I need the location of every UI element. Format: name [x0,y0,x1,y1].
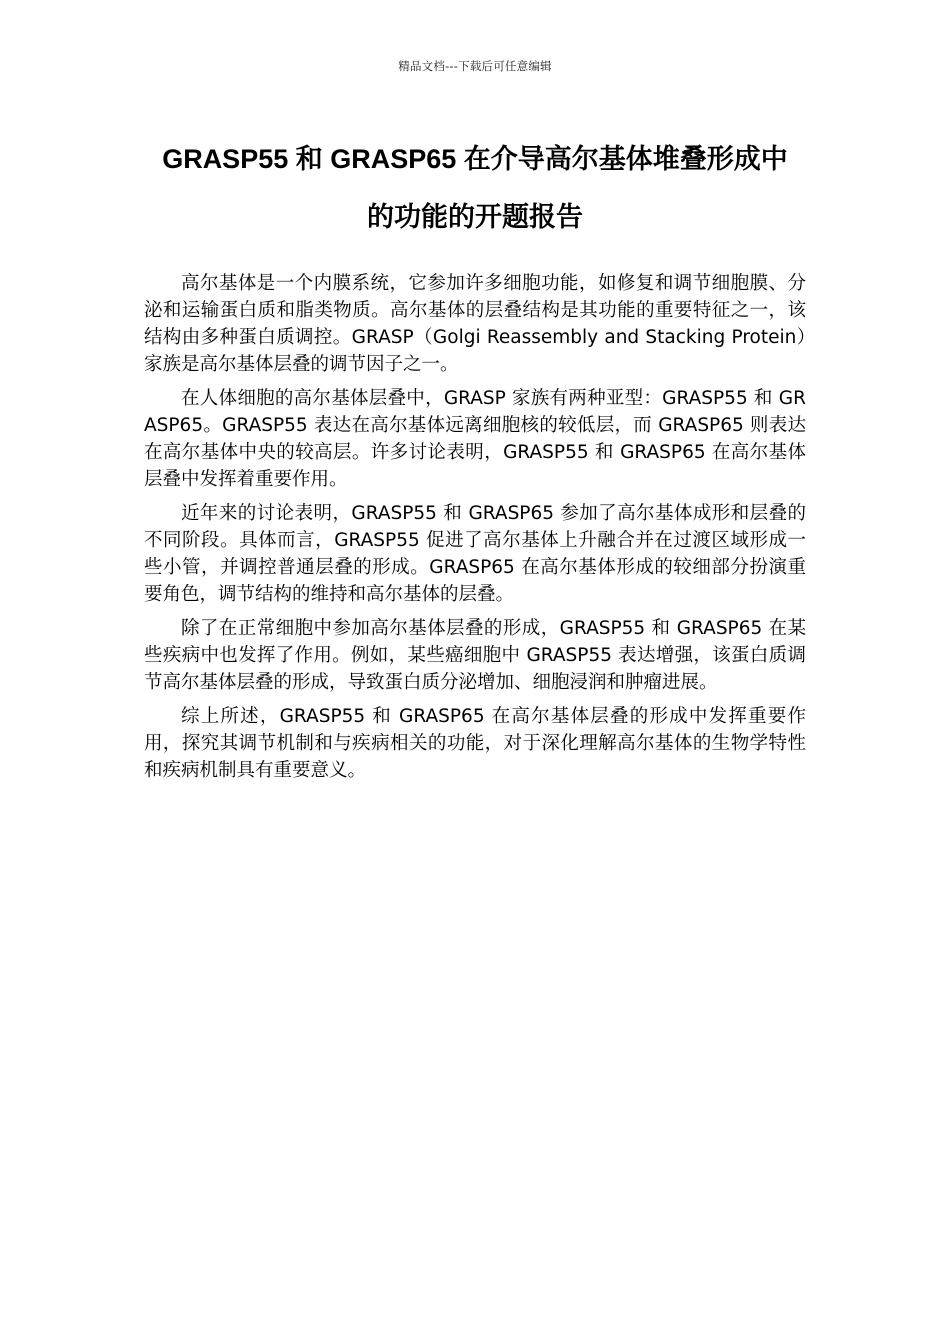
paragraph-3: 近年来的讨论表明，GRASP55 和 GRASP65 参加了高尔基体成形和层叠的不同阶段。具体而言，GRASP55 促进了高尔基体上升融合并在过渡区域形成一些小管，并调控普通层叠的形成。GRASP65 在高尔基体形成的较细部分扮演重要角色，调节结构的维持和高尔基体的层叠。 [144,503,806,605]
paragraph-2: 在人体细胞的高尔基体层叠中，GRASP 家族有两种亚型：GRASP55 和 GRASP65。GRASP55 表达在高尔基体远离细胞核的较低层，而 GRASP65 则表达在高尔基体中央的较高层。许多讨论表明，GRASP55 和 GRASP65 在高尔基体层叠中发挥着重要作用。 [144,388,806,490]
document-body [144,270,806,791]
paragraph-4: 除了在正常细胞中参加高尔基体层叠的形成，GRASP55 和 GRASP65 在某些疾病中也发挥了作用。例如，某些癌细胞中 GRASP55 表达增强，该蛋白质调节高尔基体层叠的形成，导致蛋白质分泌增加、细胞浸润和肿瘤进展。 [144,618,806,693]
paragraph-5: 综上所述，GRASP55 和 GRASP65 在高尔基体层叠的形成中发挥重要作用，探究其调节机制和与疾病相关的功能，对于深化理解高尔基体的生物学特性和疾病机制具有重要意义。 [144,706,806,781]
paragraph-1: 高尔基体是一个内膜系统，它参加许多细胞功能，如修复和调节细胞膜、分泌和运输蛋白质和脂类物质。高尔基体的层叠结构是其功能的重要特征之一，该结构由多种蛋白质调控。GRASP（Golgi Reassembly and Stacking Protein）家族是高尔基体层叠的调节因子之一。 [144,273,806,375]
title-line-1: GRASP55 和 GRASP65 在介导高尔基体堆叠形成中 [162,144,788,174]
title-line-2: 的功能的开题报告 [367,202,583,232]
page-header: 精品文档---下载后可任意编辑 [398,59,552,73]
document-title [95,130,855,246]
